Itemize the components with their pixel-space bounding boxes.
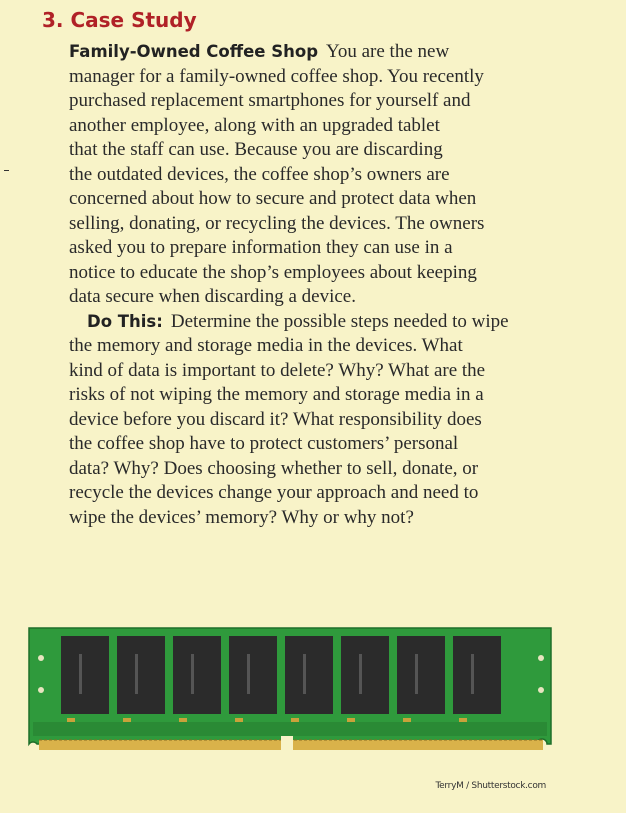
task-line: kind of data is important to delete? Why? What are the [69, 359, 486, 381]
scenario-line: the outdated devices, the coffee shop’s owners are [69, 163, 450, 185]
ram-module-image [27, 626, 555, 766]
scenario-line: You are the new [326, 41, 450, 62]
do-this-first-line [69, 310, 559, 335]
do-this-paragraph [69, 310, 559, 531]
scenario-line: notice to educate the shop’s employees about keeping [69, 261, 477, 283]
memory-chip [61, 636, 109, 714]
scenario-first-line [69, 40, 559, 65]
scenario-line: manager for a family-owned coffee shop. You recently [69, 65, 484, 87]
memory-chip [341, 636, 389, 714]
task-line: the memory and storage media in the devices. What [69, 335, 463, 356]
memory-chip [229, 636, 277, 714]
task-line: risks of not wiping the memory and storage media in a [69, 384, 484, 405]
key-notch [281, 736, 293, 752]
scenario-line: asked you to prepare information they can use in a [69, 237, 453, 258]
smd-part [291, 718, 299, 722]
memory-chip [397, 636, 445, 714]
smd-part [403, 718, 411, 722]
trace-band [33, 722, 547, 736]
scenario-line: concerned about how to secure and protect data when [69, 188, 477, 209]
scenario-line: selling, donating, or recycling the devices. The owners [69, 212, 485, 234]
chip-marking [471, 654, 474, 694]
memory-chip [117, 636, 165, 714]
smd-part [123, 718, 131, 722]
scenario-line: that the staff can use. Because you are discarding [69, 139, 443, 160]
case-study-body [69, 40, 559, 530]
scenario-paragraph [69, 40, 559, 310]
mount-hole [538, 687, 544, 693]
scenario-line: purchased replacement smartphones for yourself and [69, 90, 471, 111]
section-heading: 3. Case Study [42, 8, 197, 32]
chip-marking [415, 654, 418, 694]
scenario-line: another employee, along with an upgraded tablet [69, 114, 440, 136]
smd-part [347, 718, 355, 722]
chip-marking [303, 654, 306, 694]
photo-credit: TerryM / Shutterstock.com [435, 781, 546, 791]
chip-marking [359, 654, 362, 694]
chip-marking [247, 654, 250, 694]
memory-chip [453, 636, 501, 714]
scenario-line: data secure when discarding a device. [69, 286, 356, 307]
chip-marking [79, 654, 82, 694]
task-line: the coffee shop have to protect customers’ personal [69, 433, 459, 454]
task-line: device before you discard it? What responsibility does [69, 408, 482, 430]
chip-marking [135, 654, 138, 694]
mount-hole [538, 655, 544, 661]
task-line: recycle the devices change your approach and need to [69, 482, 479, 503]
mount-hole [38, 687, 44, 693]
do-this-label: Do This: [87, 311, 163, 331]
task-line: Determine the possible steps needed to wipe [170, 310, 509, 332]
case-title: Family-Owned Coffee Shop [69, 42, 319, 61]
memory-chip [285, 636, 333, 714]
memory-chip [173, 636, 221, 714]
smd-part [235, 718, 243, 722]
mount-hole [38, 655, 44, 661]
task-line: wipe the devices’ memory? Why or why not? [69, 506, 414, 528]
chip-marking [191, 654, 194, 694]
margin-mark [4, 170, 9, 171]
smd-part [459, 718, 467, 722]
smd-part [179, 718, 187, 722]
task-line: data? Why? Does choosing whether to sell, donate, or [69, 457, 479, 479]
smd-part [67, 718, 75, 722]
